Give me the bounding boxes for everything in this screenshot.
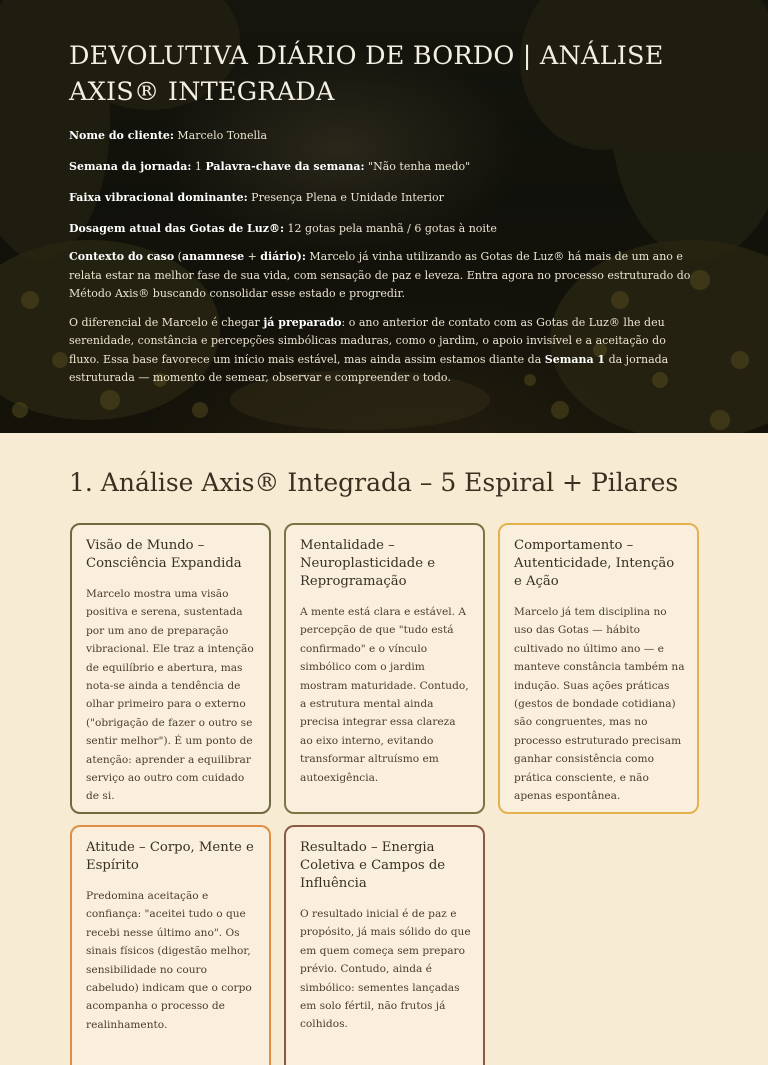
card-title: Resultado – Energia Coletiva e Campos de Influência bbox=[300, 840, 446, 891]
card-title: Comportamento – Autenticidade, Intenção e Ação bbox=[514, 538, 675, 589]
diff-bold-week: Semana 1 bbox=[544, 352, 606, 366]
card-body: Marcelo mostra uma visão positiva e serena, sustentada por um ano de preparação vibracional. Ele traz a intenção de equilíbrio e abertura, mas nota-se ainda a tendência de olhar primeiro para o externo ("obrigação de fazer o outro se sentir melhor"). É um ponto de atenção: aprender a equilibrar serviço ao outro com cuidado de si. bbox=[86, 588, 254, 803]
section-title: 1. Análise Axis® Integrada – 5 Espiral + Pilares bbox=[69, 468, 679, 497]
page-title: DEVOLUTIVA DIÁRIO DE BORDO | ANÁLISE AXIS® INTEGRADA bbox=[69, 41, 664, 107]
band-line bbox=[69, 188, 699, 207]
context-paren-close: ): bbox=[296, 250, 306, 263]
card-atitude bbox=[70, 825, 271, 1065]
week-label: Semana da jornada: bbox=[69, 160, 192, 173]
context-text: Marcelo já vinha utilizando as Gotas de Luz® há mais de um ano e relata estar na melhor fase de sua vida, com sensação de paz e leveza. Entra agora no processo estruturado do Método Axis® buscando consolidar esse estado e progredir. bbox=[69, 250, 691, 300]
diff-bold-prepared: já preparado bbox=[263, 315, 342, 329]
analysis-cards-grid bbox=[70, 523, 699, 1065]
context-paren-open: ( bbox=[174, 250, 182, 263]
diff-text-b: : o ano anterior de contato com as Gotas de Luz® lhe deu serenidade, constância e percepções simbólicas maduras, como o jardim, o apoio invisível e a aceitação do fluxo. Essa base favorece um início mais estável, mas ainda assim estamos diante da bbox=[69, 315, 666, 366]
card-title: Mentalidade – Neuroplasticidade e Reprogramação bbox=[300, 538, 436, 589]
card-body: A mente está clara e estável. A percepção de que "tudo está confirmado" e o vínculo simbólico com o jardim mostram maturidade. Contudo, a estrutura mental ainda precisa integrar essa clareza ao eixo interno, evitando transformar altruísmo em autoexigência. bbox=[300, 606, 469, 784]
client-name-value: Marcelo Tonella bbox=[173, 129, 268, 142]
client-name-label: Nome do cliente: bbox=[69, 129, 174, 142]
keyword-value: "Não tenha medo" bbox=[364, 160, 471, 173]
card-body: O resultado inicial é de paz e propósito, já mais sólido do que em quem começa sem preparo prévio. Contudo, ainda é simbólico: sementes lançadas em solo fértil, não frutos já colhidos. bbox=[300, 908, 471, 1031]
context-plus: + bbox=[244, 250, 261, 263]
band-value: Presença Plena e Unidade Interior bbox=[247, 191, 444, 204]
card-body: Predomina aceitação e confiança: "aceitei tudo o que recebi nesse último ano". Os sinais físicos (digestão melhor, sensibilidade no couro cabeludo) indicam que o corpo acompanha o processo de realinhamento. bbox=[86, 890, 252, 1031]
diff-text-a: O diferencial de Marcelo é chegar bbox=[69, 315, 264, 329]
card-body: Marcelo já tem disciplina no uso das Gotas — hábito cultivado no último ano — e manteve constância também na indução. Suas ações práticas (gestos de bondade cotidiana) são congruentes, mas no processo estruturado precisam ganhar consistência como prática consciente, e não apenas espontânea. bbox=[514, 606, 685, 803]
card-comportamento bbox=[498, 523, 699, 814]
card-title: Atitude – Corpo, Mente e Espírito bbox=[86, 840, 254, 873]
week-line bbox=[69, 157, 699, 176]
dose-value: 12 gotas pela manhã / 6 gotas à noite bbox=[284, 222, 497, 235]
context-anamnese: anamnese bbox=[181, 250, 245, 263]
week-value: 1 bbox=[191, 160, 206, 173]
context-paragraph bbox=[69, 248, 699, 304]
hero-content bbox=[69, 38, 699, 396]
card-title: Visão de Mundo – Consciência Expandida bbox=[86, 538, 242, 571]
band-label: Faixa vibracional dominante: bbox=[69, 191, 248, 204]
dose-label: Dosagem atual das Gotas de Luz®: bbox=[69, 222, 285, 235]
card-visao-de-mundo bbox=[70, 523, 271, 814]
hero-banner bbox=[0, 0, 768, 433]
card-mentalidade bbox=[284, 523, 485, 814]
keyword-label: Palavra-chave da semana: bbox=[205, 160, 365, 173]
dose-line bbox=[69, 219, 699, 238]
context-diario: diário bbox=[260, 250, 297, 263]
card-resultado bbox=[284, 825, 485, 1065]
differential-paragraph bbox=[69, 314, 699, 388]
context-label: Contexto do caso bbox=[69, 250, 175, 263]
client-meta bbox=[69, 126, 699, 238]
client-name-line bbox=[69, 126, 699, 145]
diff-text-c: da jornada estruturada — momento de semear, observar e compreender o todo. bbox=[69, 352, 669, 384]
